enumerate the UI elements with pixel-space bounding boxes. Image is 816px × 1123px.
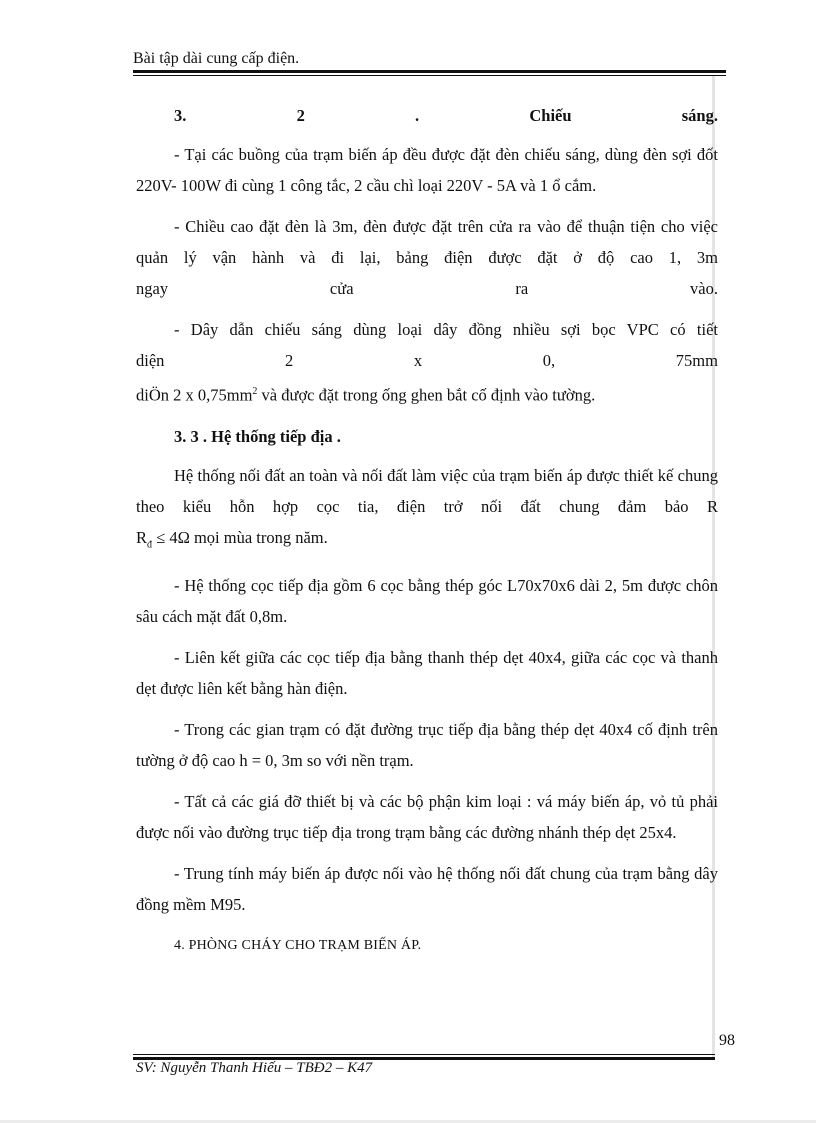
resistance-symbol: R <box>136 527 148 547</box>
subscript: đ <box>147 538 153 550</box>
section-heading-3-3: 3. 3 . Hệ thống tiếp địa . <box>174 426 341 446</box>
word: x <box>413 351 423 370</box>
superscript: 2 <box>252 386 258 397</box>
heading-part: Chiếu <box>529 106 572 125</box>
word: 75mm <box>675 351 718 370</box>
word: 2 <box>285 351 294 370</box>
header-rule-thick <box>133 70 726 73</box>
paragraph-tail-line <box>136 522 718 560</box>
word: cửa <box>329 279 354 298</box>
paragraph-lighting-3 <box>136 314 718 411</box>
footer-rule-thin <box>133 1054 715 1055</box>
heading-part: 2 <box>296 106 305 125</box>
paragraph-last-line <box>136 273 718 304</box>
paragraph-text: Hệ thống nối đất an toàn và nối đất làm việc của trạm biến áp được thiết kế chung theo kiểu hỗn hợp cọc tia, điện trở nối đất chung đảm bảo R <box>136 465 718 516</box>
paragraph-spread-line <box>136 345 718 376</box>
word: ngay <box>136 279 169 298</box>
paragraph-tail-line <box>136 376 718 411</box>
word: vào. <box>690 279 718 298</box>
text-fragment: diÖn 2 x 0,75mm <box>136 385 253 405</box>
paragraph-text: - Dây dẫn chiếu sáng dùng loại dây đồng nhiều sợi bọc VPC có tiết <box>174 320 718 339</box>
footer-student-info: SV: Nguyễn Thanh Hiếu – TBĐ2 – K47 <box>136 1060 373 1076</box>
paragraph-grounding-5: - Tất cả các giá đỡ thiết bị và các bộ phận kim loại : vá máy biến áp, vỏ tủ phải được nối vào đường trục tiếp địa trong trạm bằng các đường nhánh thép dẹt 25x4. <box>136 791 718 842</box>
word: diện <box>136 351 165 370</box>
paragraph-lighting-2 <box>136 211 718 304</box>
heading-part: . <box>415 106 420 125</box>
paragraph-text: - Chiều cao đặt đèn là 3m, đèn được đặt trên cửa ra vào để thuận tiện cho việc quản lý vận hành và đi lại, bảng điện được đặt ở độ cao 1, 3m <box>136 217 718 267</box>
paragraph-grounding-3: - Liên kết giữa các cọc tiếp địa bằng thanh thép dẹt 40x4, giữa các cọc và thanh dẹt được liên kết bằng hàn điện. <box>136 647 718 698</box>
text-fragment: ≤ 4Ω mọi mùa trong năm. <box>152 527 328 547</box>
section-heading-4: 4. PHÒNG CHÁY CHO TRẠM BIẾN ÁP. <box>174 937 422 953</box>
page-number: 98 <box>719 1032 735 1049</box>
word: 0, <box>542 351 556 370</box>
header-rule-thin <box>133 75 726 76</box>
heading-part: 3. <box>174 106 187 125</box>
paragraph-grounding-6: - Trung tính máy biến áp được nối vào hệ thống nối đất chung của trạm bằng dây đồng mềm M95. <box>136 863 718 914</box>
word: ra <box>515 279 529 298</box>
paragraph-lighting-1: - Tại các buồng của trạm biến áp đều được đặt đèn chiếu sáng, dùng đèn sợi đốt 220V- 100W đi cùng 1 công tắc, 2 cầu chì loại 220V - 5A và 1 ổ cắm. <box>136 145 718 195</box>
document-body <box>136 100 718 971</box>
paragraph-grounding-4: - Trong các gian trạm có đặt đường trục tiếp địa bằng thép dẹt 40x4 cố định trên tường ở độ cao h = 0, 3m so với nền trạm. <box>136 719 718 770</box>
header-title: Bài tập dài cung cấp điện. <box>133 50 300 67</box>
section-heading-3-2 <box>136 100 718 131</box>
paragraph-grounding-1 <box>136 460 718 560</box>
paragraph-grounding-2: - Hệ thống cọc tiếp địa gồm 6 cọc bằng thép góc L70x70x6 dài 2, 5m được chôn sâu cách mặt đất 0,8m. <box>136 575 718 626</box>
heading-part: sáng. <box>681 106 718 125</box>
text-fragment: và được đặt trong ống ghen bắt cố định vào tường. <box>257 385 596 405</box>
